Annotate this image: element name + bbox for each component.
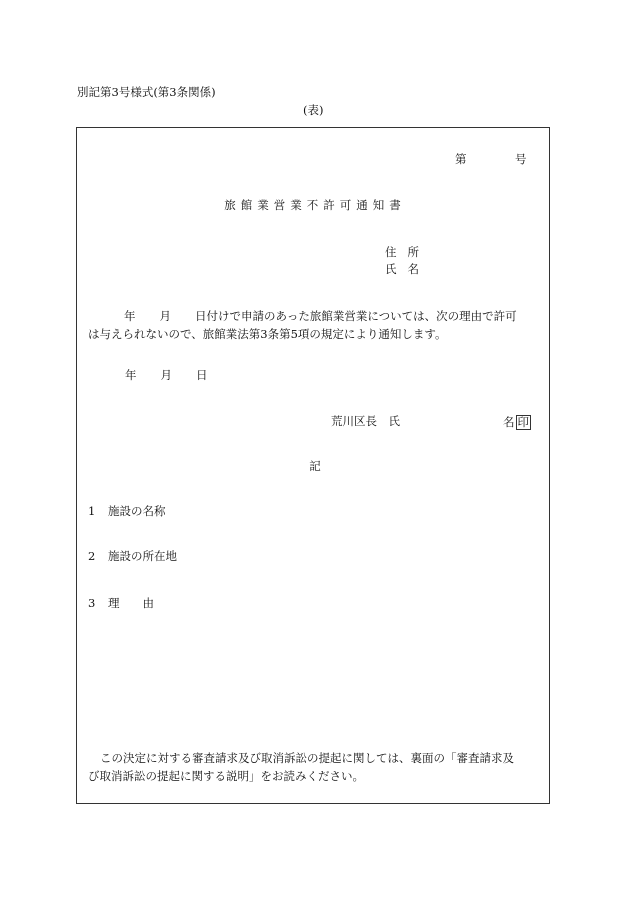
ki-heading: 記	[309, 459, 321, 473]
document-title: 旅館業営業不許可通知書	[224, 198, 406, 212]
body-year: 年	[124, 309, 136, 323]
item-facility-name	[88, 505, 166, 519]
address-label	[385, 246, 419, 260]
notice-body	[88, 307, 540, 343]
body-line1-rest: 日付けで申請のあった旅館業営業については、次の理由で許可	[195, 309, 517, 323]
name-label-a: 氏	[385, 262, 397, 276]
appeal-notice	[88, 749, 544, 785]
item-label: 施設の所在地	[108, 549, 177, 563]
issuer-seal	[503, 415, 531, 430]
item-label: 施設の名称	[108, 504, 166, 518]
form-label: 別記第3号様式(第3条関係)	[77, 85, 216, 99]
item-number: 1	[88, 504, 96, 518]
date-day: 日	[196, 368, 208, 382]
date-row	[125, 369, 208, 383]
item-label: 理 由	[108, 596, 154, 610]
body-month: 月	[159, 309, 171, 323]
address-label-a: 住	[385, 245, 397, 259]
item-reason	[88, 597, 154, 611]
appeal-notice-line1	[88, 749, 544, 767]
number-prefix: 第	[455, 152, 467, 166]
seal-mark: 印	[517, 415, 529, 429]
side-label: (表)	[303, 103, 324, 117]
item-number: 3	[88, 596, 96, 610]
item-facility-location	[88, 550, 177, 564]
date-month: 月	[160, 368, 172, 382]
address-label-b: 所	[407, 245, 419, 259]
notice-body-line2: は与えられないので、旅館業法第3条第5項の規定により通知します。	[88, 327, 447, 341]
item-number: 2	[88, 549, 96, 563]
appeal-notice-text1: この決定に対する審査請求及び取消訴訟の提起に関しては、裏面の「審査請求及	[100, 751, 514, 765]
number-suffix: 号	[515, 152, 527, 166]
date-year: 年	[125, 368, 137, 382]
notice-body-line1	[88, 307, 540, 325]
issuer-name-char: 名	[503, 415, 515, 429]
name-label	[385, 263, 419, 277]
appeal-notice-line2: び取消訴訟の提起に関する説明」をお読みください。	[88, 769, 364, 783]
issuer-title: 荒川区長 氏	[331, 414, 400, 428]
name-label-b: 名	[407, 262, 419, 276]
